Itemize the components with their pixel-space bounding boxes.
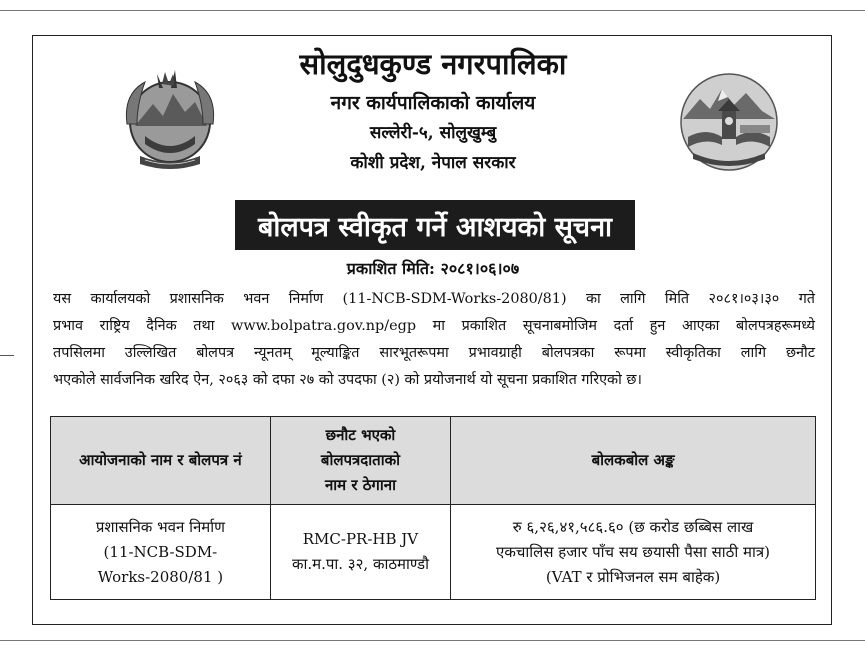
municipality-title: सोलुदुधकुण्ड नगरपालिका	[299, 47, 567, 81]
cell-amount: रु ६,२६,४१,५८६.६० (छ करोड छब्बिस लाख एकचालिस हजार पाँच सय छयासी पैसा साठी मात्र) (VAT र प्रोभिजनल सम बाहेक)	[451, 505, 816, 600]
notice-heading-banner: बोलपत्र स्वीकृत गर्ने आशयको सूचना	[235, 200, 635, 250]
notice-body-line: भएकोले सार्वजनिक खरिद ऐन, २०६३ को दफा २७ को उपदफा (२) को प्रयोजनार्थ यो सूचना प्रकाशित गरिएको छ।	[53, 372, 642, 388]
bid-acceptance-table	[50, 416, 816, 600]
table-row	[51, 505, 816, 600]
notice-frame	[32, 35, 832, 625]
header-project: आयोजनाको नाम र बोलपत्र नं	[51, 417, 271, 505]
province-line: कोशी प्रदेश, नेपाल सरकार	[350, 153, 516, 173]
office-address: सल्लेरी-५, सोलुखुम्बु	[369, 123, 497, 143]
cell-project: प्रशासनिक भवन निर्माण (11-NCB-SDM- Works-2080/81 )	[51, 505, 271, 600]
cell-bidder: RMC-PR-HB JV का.म.पा. ३२, काठमाण्डौ	[270, 505, 450, 600]
header-bidder: छनौट भएको बोलपत्रदाताको नाम र ठेगाना	[270, 417, 450, 505]
notice-body-line: प्रभाव राष्ट्रिय दैनिक तथा www.bolpatra.gov.np/egp मा प्रकाशित सूचनाबमोजिम दर्ता हुन आएका बोलपत्रहरूमध्ये	[53, 318, 815, 334]
notice-body-line: तपसिलमा उल्लिखित बोलपत्र न्यूनतम् मूल्याङ्कित सारभूतरूपमा प्रभावग्राही बोलपत्रका रूपमा स्वीकृतिका लागि छनौट	[53, 345, 815, 361]
bottom-page-rule	[0, 640, 865, 641]
top-page-rule	[0, 10, 865, 11]
header-amount: बोलकबोल अङ्क	[451, 417, 816, 505]
office-name: नगर कार्यपालिकाको कार्यालय	[330, 92, 536, 114]
side-margin-tick	[0, 355, 14, 356]
notice-body	[53, 286, 815, 394]
table-header-row	[51, 417, 816, 505]
published-date: प्रकाशित मिति: २०८१।०६।०७	[346, 259, 520, 278]
notice-body-line: यस कार्यालयको प्रशासनिक भवन निर्माण (11-NCB-SDM-Works-2080/81) का लागि मिति २०८१।०३।३० गते	[53, 291, 815, 307]
